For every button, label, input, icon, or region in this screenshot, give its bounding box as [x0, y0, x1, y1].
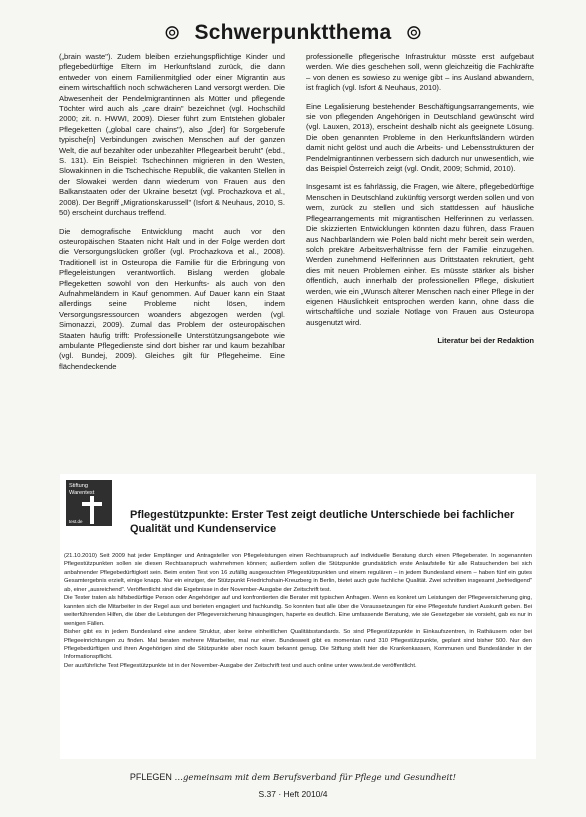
page-header [0, 14, 586, 52]
box-headline: Pflegestützpunkte: Erster Test zeigt deutliche Unterschiede bei fachlicher Qualität und Kundenservice [130, 509, 515, 535]
right-column [306, 52, 534, 347]
paragraph: Der ausführliche Test Pflegestützpunkte ist in der November-Ausgabe der Zeitschrift test und auch online unter www.test.de veröffentlicht. [64, 662, 417, 669]
logo-mark [82, 502, 102, 506]
left-column [59, 52, 285, 380]
paragraph: Eine Legalisierung bestehender Beschäftigungsarrangements, wie sie von pflegenden Angehörigen in Deutschland gewünscht wird (vgl. Lauxen, 2013), erscheint deshalb nicht als geeignete Lösung. Die oben genannten Probleme in den Herkunftsländern würden damit nicht gelöst und auch die Arbeits- und Lebensstrukturen der Pendelmigrantinnen verbessern sich dadurch nur unwesentlich, wie das Beispiel Österreich zeigt (vgl. Ondit, 2009; Schmid, 2010). [306, 101, 534, 174]
slogan-text: …gemeinsam mit dem Berufsverband für Pflege und Gesundheit! [174, 773, 457, 783]
rosette-icon: ⊚ [163, 22, 181, 44]
footer-slogan [0, 772, 586, 783]
paragraph: (21.10.2010) Seit 2009 hat jeder Empfänger und Antragsteller von Pflegeleistungen einen Rechtsanspruch auf individuelle Beratung durch einen Pflegeberater. In sogenannten Pflegestützpunkten sollen sie diesen Rechtsanspruch wahrnehmen können; außerdem sollen die Stützpunkte grundsätzlich erste Anlaufstelle für alle Ratsuchenden bei sich anbahnender Pflegebedürftigkeit sein. Beim ersten Test von 16 zufällig ausgesuchten Pflegestützpunkten und einem regulären – in jedem Bundesland einem – haben fünf ein gutes Gesamtergebnis erzielt, einige knapp. Nur ein einziger, der Stützpunkt Friedrichshain-Kreuzberg in Berlin, bietet auch gute fachliche Qualität. Zwei schnitten insgesamt „befriedigend" ab, einer „ausreichend". Veröffentlicht sind die Ergebnisse in der November-Ausgabe der Zeitschrift test. [64, 553, 532, 593]
logo-text: test.de [69, 519, 83, 524]
brand-name: PFLEGEN [129, 772, 172, 782]
paragraph: („brain waste"). Zudem bleiben erziehungspflichtige Kinder und pflegebedürftige Eltern im Herkunftsland zurück, die dann entweder von einem Familienmitglied oder einer Migrantin aus einem wirtschaftlich noch schwächeren Land versorgt werden. Die Abwesenheit der Pendelmigrantinnen als Mütter und pflegende Töchter wird auch als „care drain" bezeichnet (vgl. Hochschild 2000; zit. n. HWWI, 2009). Dieser führt zum Entstehen globaler Pflegeketten („global care chains"), also „[der] für Sorgeberufe typische[n] Verbindungen zwischen Menschen auf der ganzen Welt, die auf bezahlter oder unbezahlter Pflegearbeit beruht" (ebd., S. 131). Ein Beispiel: Tschechinnen migrieren in den Westen, Slowakinnen in die Tschechische Republik, die vakanten Stellen in der Slowakei werden dann wiederum von Frauen aus den Balkanstaaten oder der Ukraine besetzt (vgl. Prochazkova et al., 2008). Der Begriff „Migrationskarussell" (Isfort & Neuhaus, 2010, S. 50) erscheint durchaus treffend. [59, 52, 285, 218]
box-body [64, 552, 532, 670]
logo-text: Warentest [69, 489, 95, 496]
paragraph: Bisher gibt es in jedem Bundesland eine andere Struktur, aber keine einheitlichen Qualitätsstandards. So sind Pflegestützpunkte in Einkaufszentren, in Rathäusern oder bei Pflegeeinrichtungen zu finden. Mal beraten mehrere Mitarbeiter, mal nur einer. Bundesweit gibt es momentan rund 310 Pflegestützpunkte, geplant sind bisher 500. Nur den Pflegebedürftigen und ihren Angehörigen sind die Stützpunkte aber noch kaum bekannt genug. Die Stiftung stellt hier die Krankenkassen, Kommunen und Bundesländer in der Informationspflicht. [64, 629, 532, 661]
paragraph: Insgesamt ist es fahrlässig, die Fragen, wie ältere, pflegebedürftige Menschen in Deutschland zukünftig versorgt werden sollen und von wem, zurück zu stellen und sich stattdessen auf häusliche Pflegearrangements mit migrantischen Helferinnen zu verlassen. Die skizzierten Entwicklungen könnten dazu führen, dass Frauen aus Nachbarländern wie Polen bald nicht mehr bereit sein werden, solch prekäre Arbeitsverhältnisse fern der Familie einzugehen. Werden zunehmend Helferinnen aus Drittstaaten rekrutiert, geht dies mit neuen Problemen einher. Es müsste stärker als bisher öffentlich, auch innerhalb der professionellen Pflege, diskutiert werden, wie ein „Wunsch älterer Menschen nach einer Pflege in der eigenen Häuslichkeit entsprochen werden kann, ohne dass die wirtschaftliche und soziale Notlage von Frauen aus Osteuropa ausgenutzt wird. [306, 182, 534, 327]
logo-text: Stiftung [69, 483, 88, 489]
section-title: Schwerpunktthema [194, 21, 392, 44]
page-number: S.37 · Heft 2010/4 [258, 789, 328, 799]
paragraph: Die demografische Entwicklung macht auch vor den osteuropäischen Staaten nicht Halt und in der Folge werden dort die Versorgungslücken größer (vgl. Prochazkova et al., 2008). Traditionell ist in Osteuropa die Familie für die Erbringung von Pflegeleistungen verantwortlich. Bislang werden globale Pflegeketten sowohl von den Herkunfts- als auch von den Aufnahmeländern in Kauf genommen. Auf Dauer kann ein Staat allerdings seine Probleme nicht lösen, indem Versorgungsressourcen woanders abgezogen werden (vgl. Simonazzi, 2009). Zumal das Problem der osteuropäischen Staaten häufig trifft: Professionelle Unterstützungsangebote wie ambulante Pflegedienste sind dort bisher rar und kaum bezahlbar (vgl. Bundej, 2009). Gleiches gilt für Pflegeheime. Eine flächendeckende [59, 226, 285, 371]
literature-note: Literatur bei der Redaktion [437, 336, 534, 346]
rosette-icon: ⊚ [405, 22, 423, 44]
news-box [60, 474, 536, 759]
logo-mark [90, 496, 94, 524]
paragraph: professionelle pflegerische Infrastruktur müsste erst aufgebaut werden. Wie dies geschehen soll, wenn gleichzeitig die Fachkräfte – von denen es sowieso zu wenige gibt – ins Ausland abwandern, ist fraglich (vgl. Isfort & Neuhaus, 2010). [306, 52, 534, 93]
stiftung-warentest-logo [66, 480, 112, 526]
paragraph: Die Tester traten als hilfsbedürftige Person oder Angehöriger auf und konfrontierten die Berater mit typischen Anfragen. Wenn es konkret um Leistungen der Pflegeversicherung ging, kannten sich die Mitarbeiter in der Regel aus und berieten engagiert und fachkundig. So konnten fast alle über die Voraussetzungen für eine Pflegestufe fundiert Auskunft geben. Bei weiterführenden Hilfen, die über die Leistungen der Pflegeversicherung hinausgingen, haperte es deutlich. Eine umfassende Beratung, wie sie Gesetzgeber sie vorsieht, gab es nur in wenigen Fällen. [64, 595, 532, 627]
